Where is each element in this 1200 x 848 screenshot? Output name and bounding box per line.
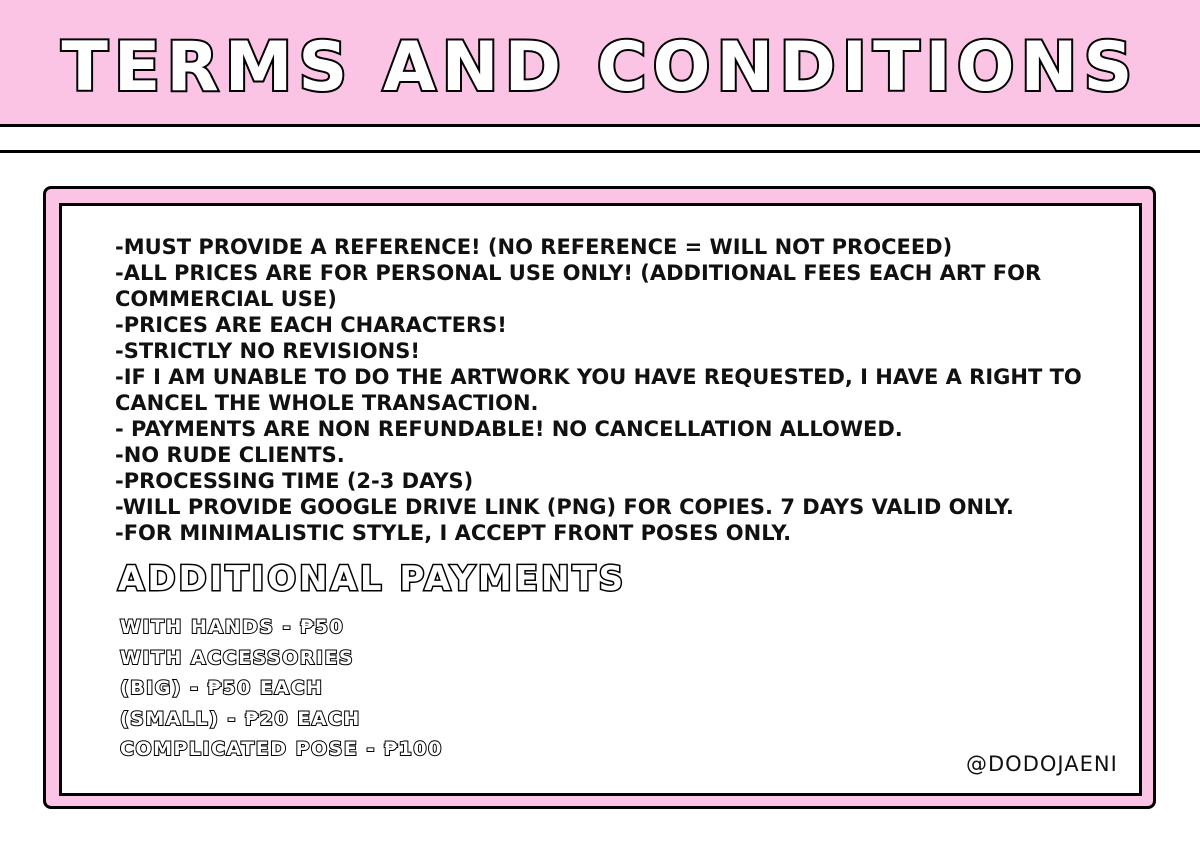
term-item: -STRICTLY NO REVISIONS! [115, 339, 420, 363]
additional-payments-list [120, 612, 443, 765]
term-item: -PRICES ARE EACH CHARACTERS! [115, 313, 507, 337]
artist-handle: @DODOJAENI [966, 752, 1118, 776]
term-item: -WILL PROVIDE GOOGLE DRIVE LINK (PNG) FOR COPIES. 7 DAYS VALID ONLY. [115, 495, 1014, 519]
term-item: -PROCESSING TIME (2-3 DAYS) [115, 469, 474, 493]
payment-item: WITH HANDS - ₱50 [120, 616, 345, 638]
page-title: TERMS AND CONDITIONS [61, 28, 1139, 107]
term-item: -NO RUDE CLIENTS. [115, 443, 345, 467]
payment-item: COMPLICATED POSE - ₱100 [120, 738, 443, 760]
term-item: -FOR MINIMALISTIC STYLE, I ACCEPT FRONT POSES ONLY. [115, 521, 792, 545]
terms-list [115, 234, 1115, 546]
header-divider [0, 150, 1200, 153]
payment-item: WITH ACCESSORIES [120, 646, 355, 669]
term-item: -ALL PRICES ARE FOR PERSONAL USE ONLY! (ADDITIONAL FEES EACH ART FOR COMMERCIAL USE) [115, 261, 1049, 311]
payment-item: (SMALL) - ₱20 EACH [120, 707, 361, 730]
additional-payments-title: ADDITIONAL PAYMENTS [118, 559, 627, 599]
payment-item: (BIG) - ₱50 EACH [120, 677, 324, 699]
term-item: - PAYMENTS ARE NON REFUNDABLE! NO CANCELLATION ALLOWED. [115, 417, 903, 441]
term-item: -MUST PROVIDE A REFERENCE! (NO REFERENCE = WILL NOT PROCEED) [115, 235, 953, 259]
term-item: -IF I AM UNABLE TO DO THE ARTWORK YOU HAVE REQUESTED, I HAVE A RIGHT TO CANCEL THE WHOLE TRANSACTION. [115, 365, 1090, 415]
